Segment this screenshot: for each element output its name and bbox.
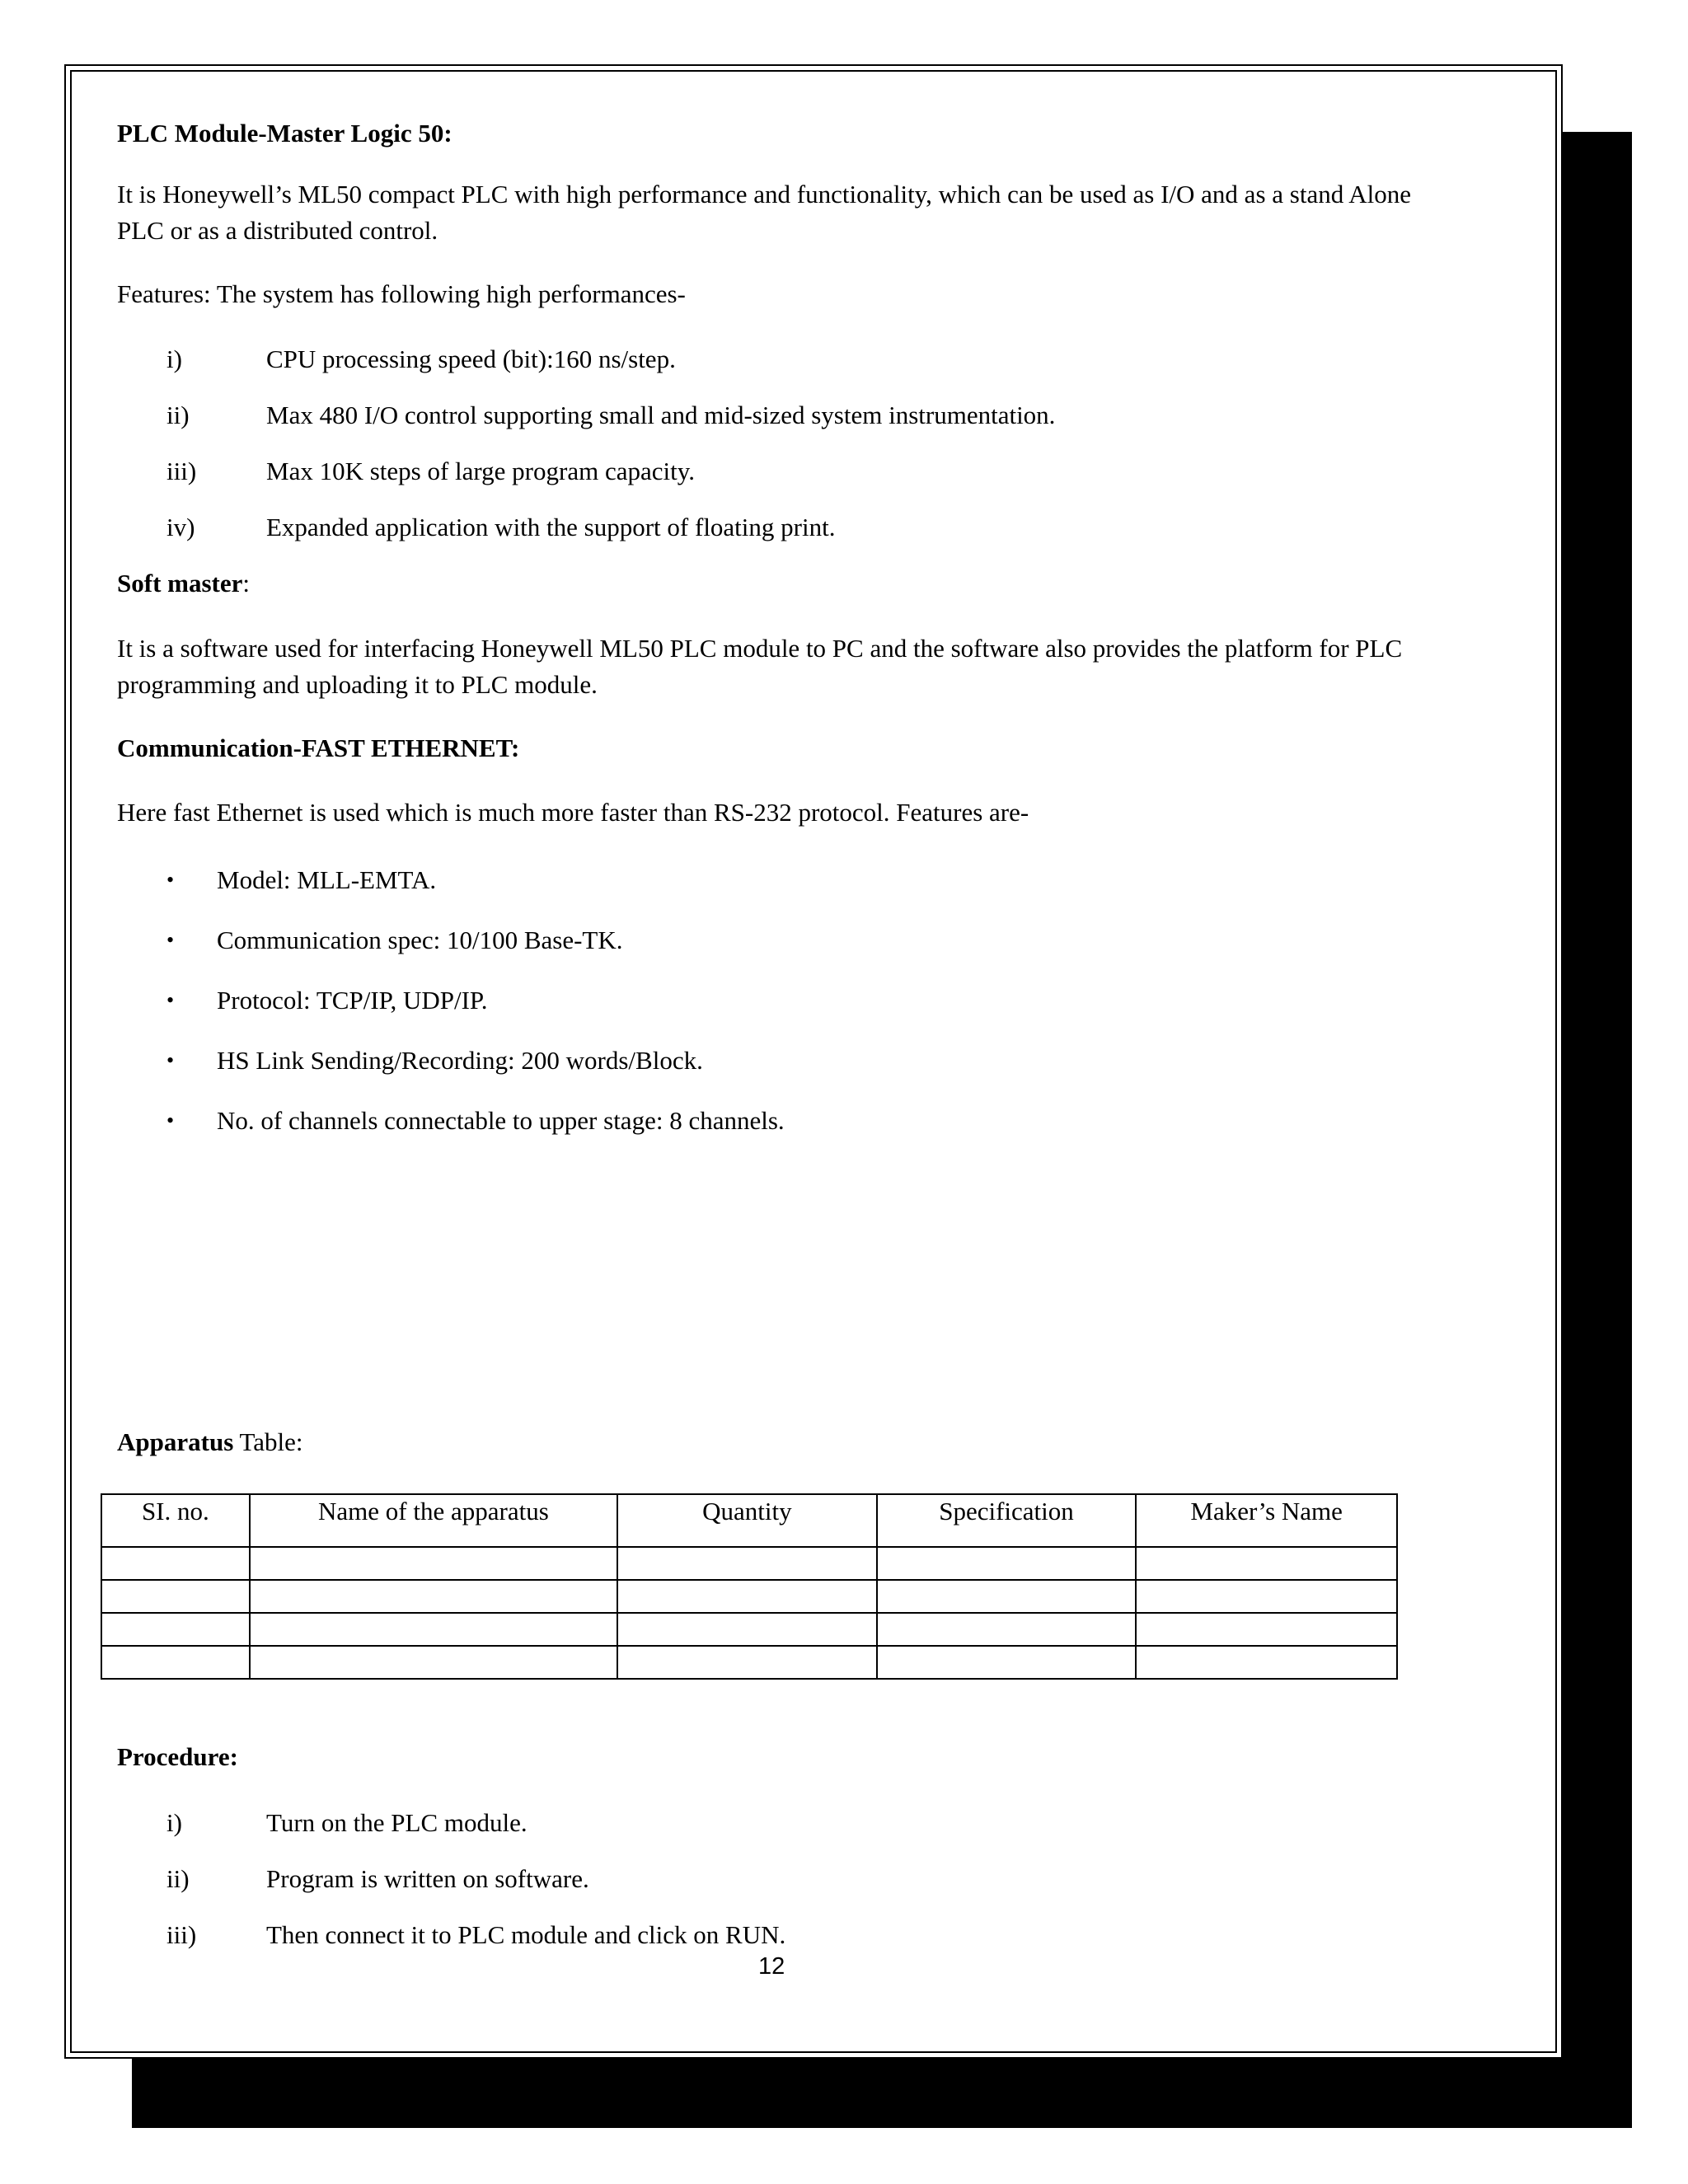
list-item: iv) Expanded application with the support of floating print.	[166, 513, 836, 541]
table-cell	[617, 1646, 877, 1679]
bullet-icon: •	[166, 1048, 175, 1072]
comm-heading: Communication-FAST ETHERNET:	[117, 733, 520, 762]
table-cell	[617, 1547, 877, 1580]
page-number: 12	[758, 1953, 785, 1980]
table-row	[101, 1547, 1397, 1580]
list-item: iii) Max 10K steps of large program capacity.	[166, 457, 695, 485]
table-cell	[1136, 1580, 1397, 1613]
list-item: iii) Then connect it to PLC module and click on RUN.	[166, 1920, 786, 1949]
features-intro: Features: The system has following high performances-	[117, 279, 686, 308]
list-item: • Communication spec: 10/100 Base-TK.	[117, 922, 1436, 958]
table-cell	[617, 1613, 877, 1646]
procedure-heading: Procedure:	[117, 1742, 238, 1771]
bullet-icon: •	[166, 928, 175, 952]
column-header: Specification	[877, 1494, 1137, 1547]
plc-intro: It is Honeywell’s ML50 compact PLC with high performance and functionality, which can be used as I/O and as a stand Alone PLC or as a distributed control.	[117, 180, 1411, 245]
list-item: i) CPU processing speed (bit):160 ns/step.	[166, 344, 676, 373]
table-cell	[877, 1613, 1137, 1646]
list-item: i) Turn on the PLC module.	[166, 1808, 528, 1837]
table-cell	[101, 1613, 250, 1646]
table-row	[101, 1613, 1397, 1646]
table-cell	[101, 1547, 250, 1580]
table-cell	[101, 1580, 250, 1613]
column-header: Name of the apparatus	[250, 1494, 617, 1547]
table-header-row	[101, 1494, 1397, 1547]
table-cell	[877, 1580, 1137, 1613]
column-header: SI. no.	[101, 1494, 250, 1547]
column-header: Maker’s Name	[1136, 1494, 1397, 1547]
table-cell	[617, 1580, 877, 1613]
list-item: ii) Max 480 I/O control supporting small and mid-sized system instrumentation.	[166, 401, 1056, 429]
column-header: Quantity	[617, 1494, 877, 1547]
apparatus-heading: Apparatus Table:	[117, 1427, 303, 1456]
list-item: ii) Program is written on software.	[166, 1864, 589, 1893]
table-cell	[101, 1646, 250, 1679]
list-item: • Protocol: TCP/IP, UDP/IP.	[117, 982, 1436, 1019]
table-cell	[250, 1580, 617, 1613]
table-cell	[1136, 1613, 1397, 1646]
list-item: • Model: MLL-EMTA.	[117, 862, 1436, 898]
soft-master-heading: Soft master:	[117, 569, 250, 598]
comm-intro: Here fast Ethernet is used which is much more faster than RS-232 protocol. Features are-	[117, 798, 1029, 827]
plc-heading: PLC Module-Master Logic 50:	[117, 119, 452, 148]
bullet-icon: •	[166, 868, 175, 892]
list-item: • HS Link Sending/Recording: 200 words/Block.	[117, 1043, 1436, 1079]
table-cell	[877, 1547, 1137, 1580]
list-item: • No. of channels connectable to upper stage: 8 channels.	[117, 1103, 1436, 1139]
table-cell	[250, 1646, 617, 1679]
apparatus-table	[101, 1493, 1398, 1680]
table-cell	[877, 1646, 1137, 1679]
table-row	[101, 1580, 1397, 1613]
table-cell	[1136, 1547, 1397, 1580]
bullet-icon: •	[166, 988, 175, 1012]
soft-master-text: It is a software used for interfacing Honeywell ML50 PLC module to PC and the software also provides the platform for PLC programming and uploading it to PLC module.	[117, 634, 1403, 699]
table-row	[101, 1646, 1397, 1679]
table-cell	[1136, 1646, 1397, 1679]
table-cell	[250, 1613, 617, 1646]
bullet-icon: •	[166, 1108, 175, 1132]
table-cell	[250, 1547, 617, 1580]
